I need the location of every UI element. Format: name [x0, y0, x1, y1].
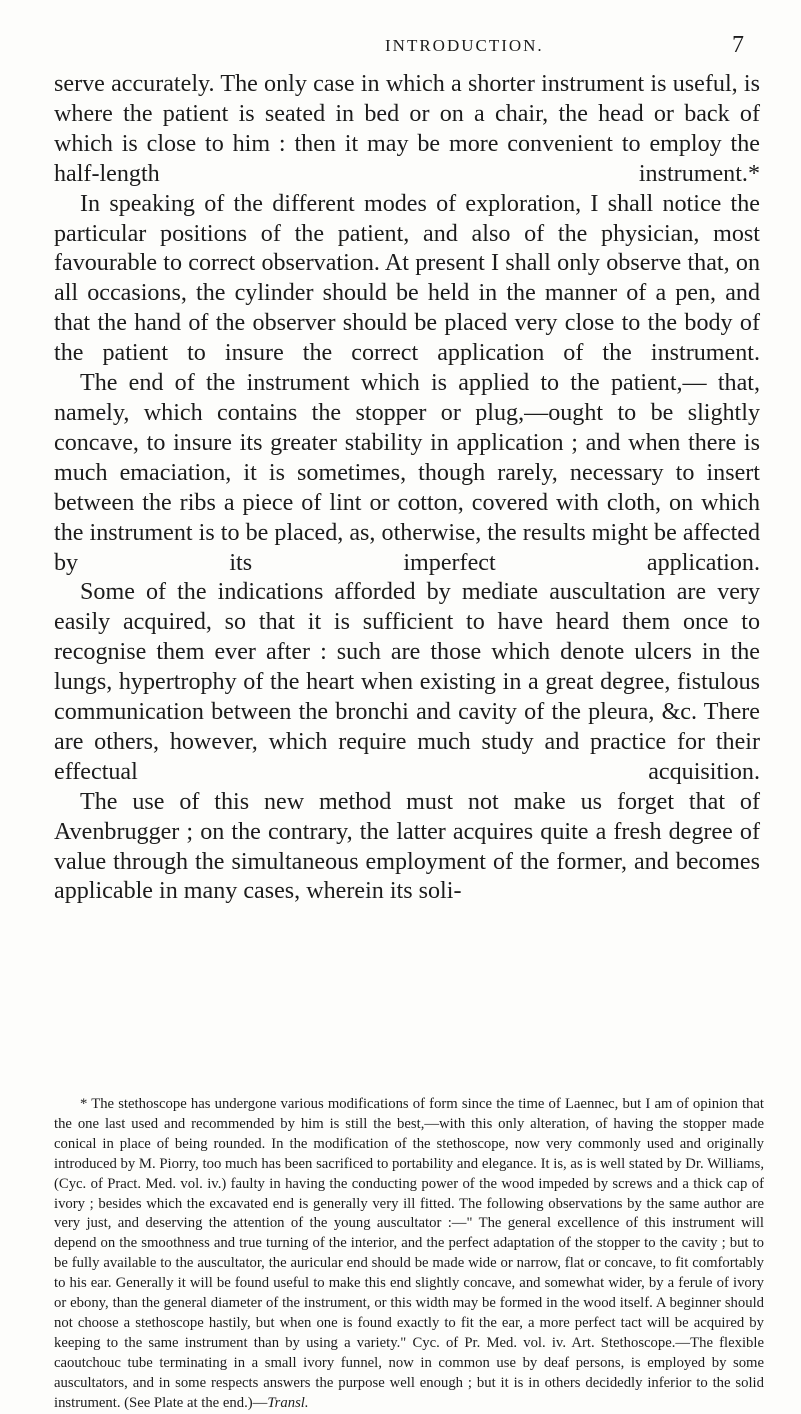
footnote-text: * The stethoscope has undergone various modifications of form since the time of Laennec, but I am of opinion that the one last used and recommended by him is still the best,—with this only alteration, of having the stopper made conical in place of being rounded. In the modification of the stethoscope, now very commonly used and originally introduced by M. Piorry, too much has been sacrificed to portability and elegance. It is, as is well stated by Dr. Williams, (Cyc. of Pract. Med. vol. iv.) faulty in having the conducting power of the wood impeded by screws and a thick cap of ivory ; besides which the excavated end is generally very ill fitted. The following observations by the same author are very just, and deserving the attention of the young auscultator :—" The general excellence of this instrument will depend on the smoothness and true turning of the interior, and the perfect adaptation of the stopper to the cavity ; but to be fully available to the auscultator, the auricular end should be made wide or narrow, flat or concave, to fit comfortably to his ear. Generally it will be found useful to make this end slightly concave, and somewhat wider, by a ferule of ivory or ebony, than the general diameter of the instrument, or this width may be formed in the wood itself. A beginner should not choose a stethoscope hastily, but when one is found exactly to fit the ear, a more perfect tact will be acquired by keeping to the same instrument than by using a variety." Cyc. of Pr. Med. vol. iv. Art. Stethoscope.—The flexible caoutchouc tube terminating in a small ivory funnel, now in common use by deaf persons, is employed by some auscultators, and in some respects answers the purpose well enough ; but it is in others decidedly inferior to the solid instrument. (See Plate at the end.)—: [54, 1096, 764, 1411]
paragraph: In speaking of the different modes of exploration, I shall notice the particular positions of the patient, and also of the physician, most favourable to correct observation. At present I shall only observe that, on all occasions, the cylinder should be held in the manner of a pen, and that the hand of the observer should be placed very close to the body of the patient to insure the correct application of the instrument.: [54, 190, 760, 367]
footnote-attribution: Transl.: [267, 1394, 309, 1411]
paragraph: serve accurately. The only case in which a shorter instrument is useful, is where the patient is seated in bed or on a chair, the head or back of which is close to him : then it may be more convenient to employ the half-length instrument.*: [54, 71, 760, 187]
paragraph: The use of this new method must not make us forget that of Avenbrugger ; on the contrary, the latter acquires quite a fresh degree of value through the simultaneous employment of the former, and becomes applicable in many cases, wherein its soli-: [54, 788, 760, 905]
footnote-paragraph: [54, 1095, 764, 1414]
running-head: [0, 34, 801, 64]
paragraph: Some of the indications afforded by mediate auscultation are very easily acquired, so that it is sufficient to have heard them once to recognise them ever after : such are those which denote ulcers in the lungs, hypertrophy of the heart when existing in a great degree, fistulous communication between the bronchi and cavity of the pleura, &c. There are others, however, which require much study and practice for their effectual acquisition.: [54, 579, 760, 785]
body-text: [54, 70, 760, 907]
paragraph: The end of the instrument which is applied to the patient,— that, namely, which contains the stopper or plug,—ought to be slightly concave, to insure its greater stability in application ; and when there is much emaciation, it is sometimes, though rarely, necessary to insert between the ribs a piece of lint or cotton, covered with cloth, on which the instrument is to be placed, as, otherwise, the results might be affected by its imperfect application.: [54, 370, 760, 576]
running-title: INTRODUCTION.: [385, 36, 544, 55]
footnote: [54, 1095, 764, 1414]
page-number: 7: [732, 32, 744, 58]
